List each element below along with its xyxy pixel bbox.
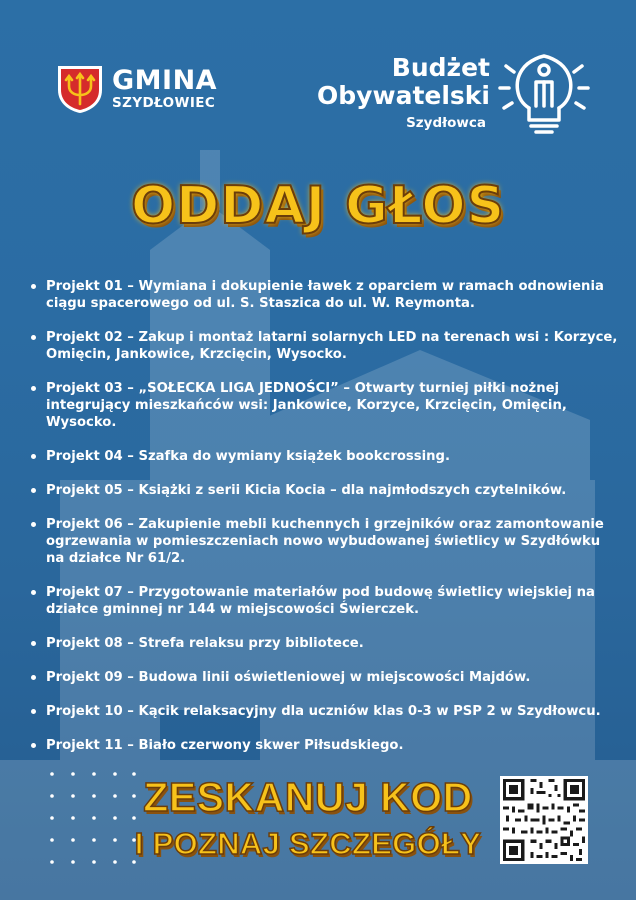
cta-learn-details: I POZNAJ SZCZEGÓŁY [134,826,482,861]
project-item: Projekt 06 – Zakupienie mebli kuchennych i grzejników oraz zamontowanie ogrzewania w pomieszczeniach nowo wybudowanej świetlicy w Szydłówku na działce Nr 61/2. [28,516,618,567]
lightbulb-person-icon [496,46,592,142]
budzet-logo [300,54,490,131]
project-item: Projekt 07 – Przygotowanie materiałów pod budowę świetlicy wiejskiej na działce gminnej nr 144 w miejscowości Świerczek. [28,584,618,618]
budzet-city: Szydłowca [406,115,486,131]
project-item: Projekt 02 – Zakup i montaż latarni solarnych LED na terenach wsi : Korzyce, Omięcin, Jankowice, Krzcięcin, Wysocko. [28,329,618,363]
decorative-dots [48,770,138,870]
qr-code-icon[interactable] [500,776,588,864]
budzet-title-line2: Obywatelski [317,80,490,110]
gmina-place: SZYDŁOWIEC [112,95,216,112]
project-item: Projekt 01 – Wymiana i dokupienie ławek z oparciem w ramach odnowienia ciągu spacerowego od ul. S. Staszica do ul. W. Reymonta. [28,278,618,312]
project-item: Projekt 11 – Biało czerwony skwer Piłsudskiego. [28,737,618,754]
project-item: Projekt 08 – Strefa relaksu przy bibliotece. [28,635,618,652]
project-list [28,278,618,771]
project-item: Projekt 09 – Budowa linii oświetleniowej w miejscowości Majdów. [28,669,618,686]
cta-scan-code: ZESKANUJ KOD [143,774,473,820]
project-item: Projekt 05 – Książki z serii Kicia Kocia – dla najmłodszych czytelników. [28,482,618,499]
project-item: Projekt 04 – Szafka do wymiany książek bookcrossing. [28,448,618,465]
gmina-name: GMINA [112,65,218,97]
gmina-logo [56,64,217,114]
coat-of-arms-icon [56,64,104,114]
budzet-title-line1: Budżet [391,53,490,82]
project-item: Projekt 10 – Kącik relaksacyjny dla uczniów klas 0-3 w PSP 2 w Szydłowcu. [28,703,618,720]
headline: ODDAJ GŁOS [130,176,506,236]
project-item: Projekt 03 – „SOŁECKA LIGA JEDNOŚCI” – Otwarty turniej piłki nożnej integrujący mieszkańców wsi: Jankowice, Korzyce, Krzcięcin, Omięcin, Wysocko. [28,380,618,431]
